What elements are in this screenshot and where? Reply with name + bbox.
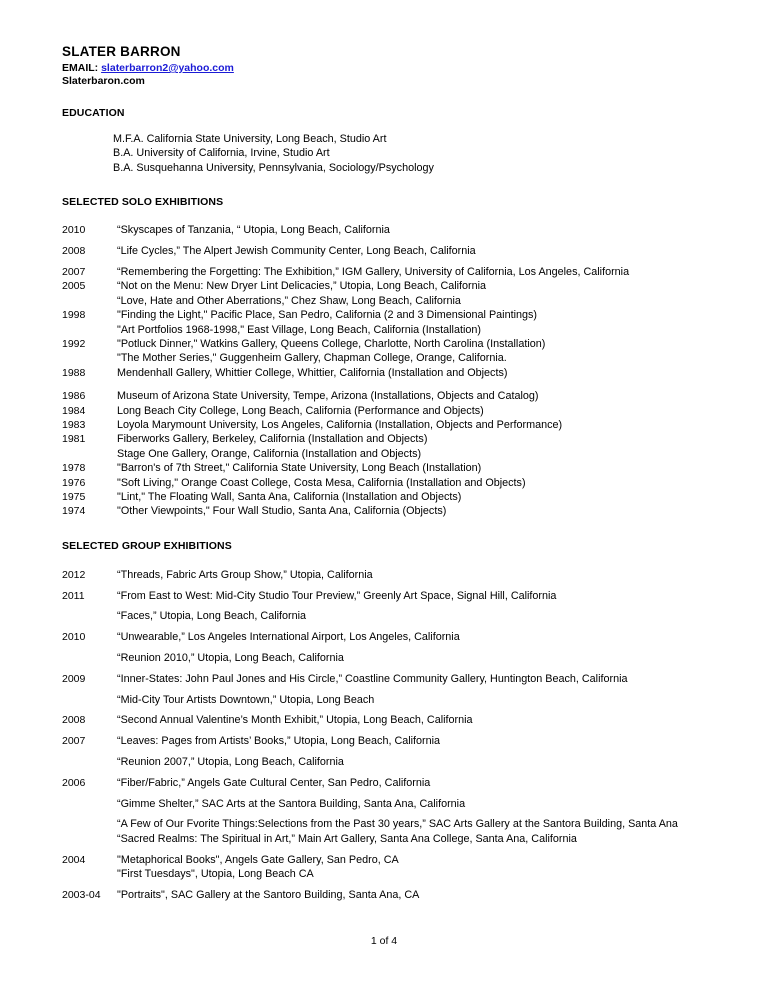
exhibition-description: “Remembering the Forgetting: The Exhibition,” IGM Gallery, University of California, Los Angeles, California	[117, 265, 630, 278]
education-list	[62, 132, 707, 175]
exhibition-year: 2005	[62, 280, 86, 293]
exhibition-row	[62, 776, 707, 790]
exhibition-row	[62, 832, 707, 846]
exhibition-year: 1975	[62, 490, 86, 503]
solo-exhibitions-list	[62, 223, 707, 519]
exhibition-description: “Gimme Shelter,” SAC Arts at the Santora Building, Santa Ana, California	[117, 797, 466, 810]
exhibition-year: 1984	[62, 404, 86, 417]
page-footer	[0, 935, 768, 947]
exhibition-description: “Love, Hate and Other Aberrations,” Chez Shaw, Long Beach, California	[117, 294, 461, 307]
website-line: Slaterbaron.com	[62, 75, 145, 87]
section-heading-group-exhibitions: SELECTED GROUP EXHIBITIONS	[62, 539, 232, 552]
exhibition-row	[62, 447, 707, 461]
exhibition-row	[62, 651, 707, 665]
exhibition-description: "Lint," The Floating Wall, Santa Ana, California (Installation and Objects)	[117, 490, 462, 503]
exhibition-description: Loyola Marymount University, Los Angeles, California (Installation, Objects and Performance)	[117, 418, 563, 431]
exhibition-description: Museum of Arizona State University, Tempe, Arizona (Installations, Objects and Catalog)	[117, 390, 539, 403]
exhibition-description: "Portraits", SAC Gallery at the Santoro Building, Santa Ana, CA	[117, 888, 420, 901]
exhibition-year: 2007	[62, 265, 86, 278]
exhibition-row	[62, 351, 707, 365]
exhibition-row	[62, 568, 707, 582]
exhibition-row	[62, 366, 707, 380]
exhibition-year: 1992	[62, 337, 86, 350]
exhibition-row	[62, 867, 707, 881]
exhibition-row	[62, 223, 707, 237]
exhibition-description: “Threads, Fabric Arts Group Show,” Utopia, California	[117, 568, 373, 581]
education-item: M.F.A. California State University, Long Beach, Studio Art	[113, 133, 387, 145]
exhibition-year: 2004	[62, 853, 86, 866]
page-title: SLATER BARRON	[62, 44, 181, 59]
exhibition-description: “Mid-City Tour Artists Downtown,” Utopia, Long Beach	[117, 693, 375, 706]
exhibition-description: Stage One Gallery, Orange, California (Installation and Objects)	[117, 447, 422, 460]
exhibition-row	[62, 693, 707, 707]
exhibition-description: "The Mother Series," Guggenheim Gallery, Chapman College, Orange, California.	[117, 352, 507, 365]
exhibition-row	[62, 672, 707, 686]
exhibition-year: 1974	[62, 505, 86, 518]
exhibition-row	[62, 609, 707, 623]
exhibition-year: 2010	[62, 223, 86, 236]
education-item: B.A. University of California, Irvine, Studio Art	[113, 147, 330, 160]
exhibition-row	[62, 265, 707, 279]
exhibition-row	[62, 888, 707, 902]
exhibition-row	[62, 504, 707, 518]
exhibition-row	[62, 853, 707, 867]
exhibition-year: 2012	[62, 568, 86, 581]
exhibition-year: 1976	[62, 476, 86, 489]
exhibition-row	[62, 490, 707, 504]
exhibition-description: “From East to West: Mid-City Studio Tour Preview,” Greenly Art Space, Signal Hill, California	[117, 589, 557, 602]
exhibition-description: “Reunion 2007,” Utopia, Long Beach, California	[117, 755, 344, 768]
exhibition-year: 2003-04	[62, 888, 101, 901]
exhibition-row	[62, 337, 707, 351]
exhibition-row	[62, 461, 707, 475]
email-link[interactable]: slaterbarron2@yahoo.com	[101, 62, 234, 74]
exhibition-description: “Inner-States: John Paul Jones and His Circle,” Coastline Community Gallery, Huntington Beach, California	[117, 672, 628, 685]
education-item: B.A. Susquehanna University, Pennsylvania, Sociology/Psychology	[113, 161, 434, 174]
exhibition-row	[62, 389, 707, 403]
exhibition-year: 1978	[62, 462, 86, 475]
email-label: EMAIL:	[62, 62, 99, 74]
document-content	[62, 44, 707, 902]
exhibition-row	[62, 817, 707, 831]
exhibition-description: Long Beach City College, Long Beach, California (Performance and Objects)	[117, 404, 484, 417]
exhibition-row	[62, 404, 707, 418]
exhibition-description: Fiberworks Gallery, Berkeley, California (Installation and Objects)	[117, 433, 428, 446]
exhibition-description: "Metaphorical Books", Angels Gate Gallery, San Pedro, CA	[117, 853, 399, 866]
exhibition-row	[62, 797, 707, 811]
section-heading-education: EDUCATION	[62, 107, 125, 119]
exhibition-row	[62, 755, 707, 769]
exhibition-description: "Soft Living," Orange Coast College, Costa Mesa, California (Installation and Objects)	[117, 476, 526, 489]
exhibition-year: 2006	[62, 776, 86, 789]
exhibition-description: Mendenhall Gallery, Whittier College, Whittier, California (Installation and Objects)	[117, 366, 508, 379]
page-number: 1 of 4	[370, 935, 398, 947]
exhibition-year: 2008	[62, 244, 86, 257]
exhibition-year: 2008	[62, 714, 86, 727]
exhibition-description: “A Few of Our Fvorite Things:Selections from the Past 30 years,” SAC Arts Gallery at the Santora Building, Santa Ana	[117, 818, 678, 831]
exhibition-description: "Art Portfolios 1968-1998," East Village, Long Beach, California (Installation)	[117, 323, 481, 336]
exhibition-year: 2010	[62, 631, 86, 644]
exhibition-description: “Second Annual Valentine’s Month Exhibit,” Utopia, Long Beach, California	[117, 714, 473, 727]
exhibition-row	[62, 308, 707, 322]
email-line	[62, 62, 707, 75]
exhibition-row	[62, 418, 707, 432]
exhibition-description: "Other Viewpoints," Four Wall Studio, Santa Ana, California (Objects)	[117, 505, 447, 518]
exhibition-description: “Life Cycles,” The Alpert Jewish Community Center, Long Beach, California	[117, 244, 476, 257]
exhibition-year: 1998	[62, 309, 86, 322]
exhibition-row	[62, 432, 707, 446]
exhibition-description: “Not on the Menu: New Dryer Lint Delicacies,” Utopia, Long Beach, California	[117, 280, 487, 293]
exhibition-description: “Faces,” Utopia, Long Beach, California	[117, 610, 307, 623]
exhibition-year: 1988	[62, 366, 86, 379]
exhibition-description: “Leaves: Pages from Artists’ Books,” Utopia, Long Beach, California	[117, 735, 441, 748]
exhibition-row	[62, 244, 707, 258]
exhibition-row	[62, 294, 707, 308]
section-heading-solo-exhibitions: SELECTED SOLO EXHIBITIONS	[62, 195, 224, 208]
exhibition-description: “Skyscapes of Tanzania, “ Utopia, Long Beach, California	[117, 223, 390, 236]
exhibition-row	[62, 630, 707, 644]
exhibition-description: “Sacred Realms: The Spiritual in Art,” Main Art Gallery, Santa Ana College, Santa Ana, California	[117, 832, 577, 845]
exhibition-row	[62, 713, 707, 727]
exhibition-description: "First Tuesdays", Utopia, Long Beach CA	[117, 867, 314, 880]
exhibition-year: 2007	[62, 735, 86, 748]
exhibition-description: "Potluck Dinner," Watkins Gallery, Queens College, Charlotte, North Carolina (Installation)	[117, 337, 546, 350]
exhibition-description: “Fiber/Fabric,” Angels Gate Cultural Center, San Pedro, California	[117, 776, 431, 789]
exhibition-year: 1981	[62, 433, 86, 446]
exhibition-description: "Finding the Light," Pacific Place, San Pedro, California (2 and 3 Dimensional Paintings)	[117, 309, 537, 322]
exhibition-row	[62, 476, 707, 490]
exhibition-description: "Barron's of 7th Street," California State University, Long Beach (Installation)	[117, 462, 482, 475]
exhibition-year: 2011	[62, 589, 85, 602]
exhibition-description: “Reunion 2010,” Utopia, Long Beach, California	[117, 651, 344, 664]
exhibition-row	[62, 279, 707, 293]
exhibition-year: 1983	[62, 418, 86, 431]
exhibition-row	[62, 589, 707, 603]
group-exhibitions-list	[62, 568, 707, 902]
exhibition-row	[62, 323, 707, 337]
exhibition-year: 2009	[62, 672, 86, 685]
exhibition-row	[62, 734, 707, 748]
exhibition-year: 1986	[62, 390, 86, 403]
exhibition-description: “Unwearable,” Los Angeles International Airport, Los Angeles, California	[117, 631, 460, 644]
